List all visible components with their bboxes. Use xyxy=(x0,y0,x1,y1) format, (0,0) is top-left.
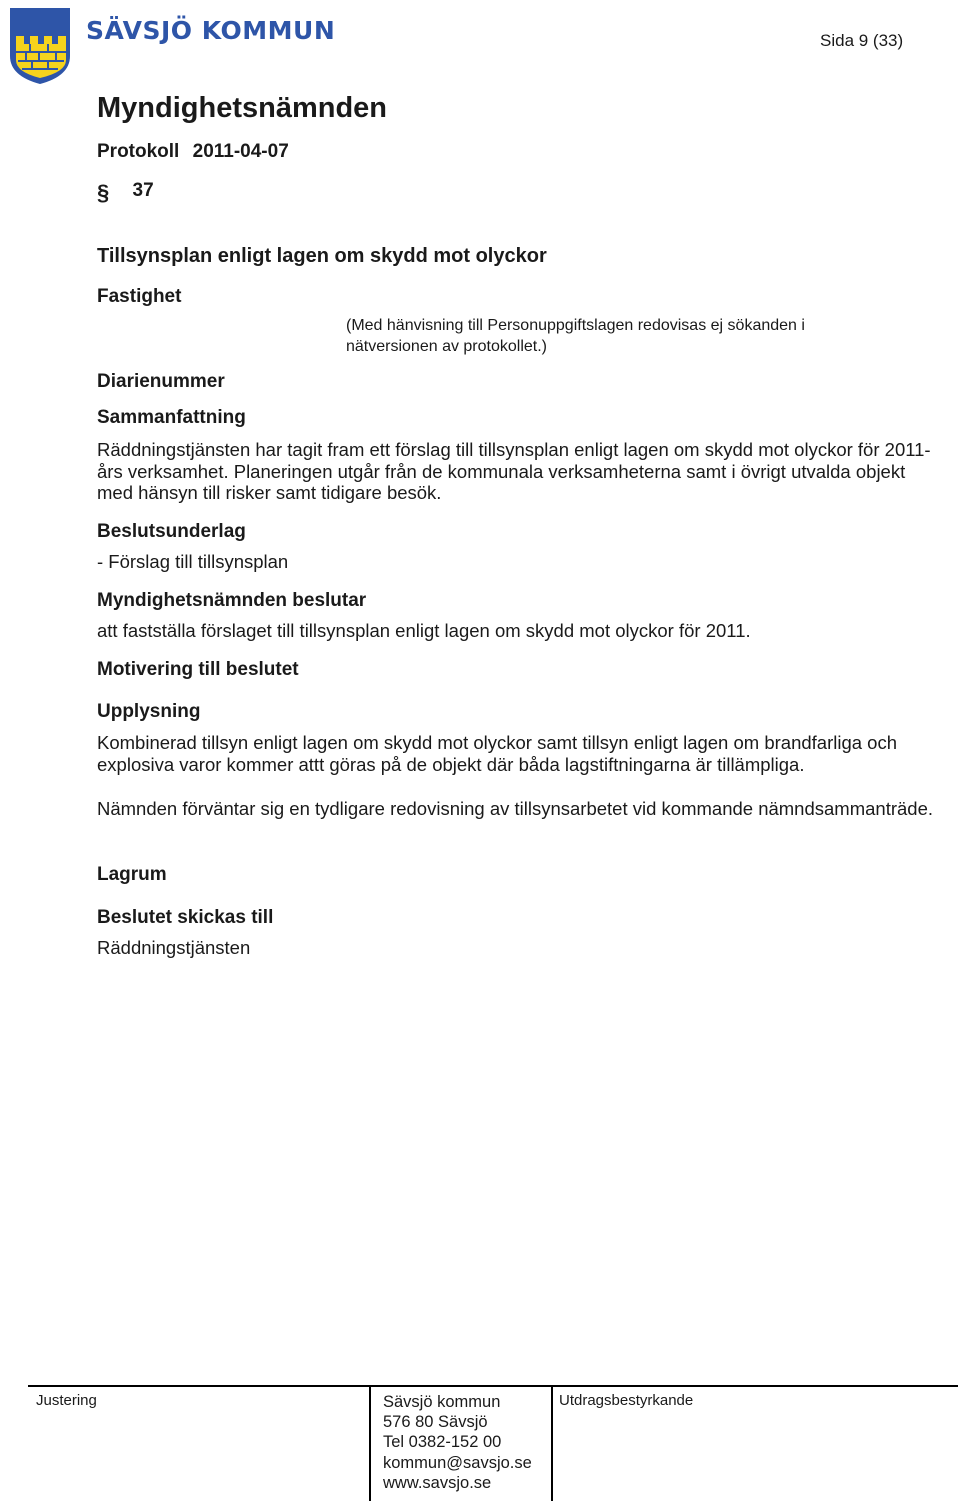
protokoll-date: 2011-04-07 xyxy=(192,141,289,162)
skickas-recipient: Räddningstjänsten xyxy=(97,937,251,958)
personuppgift-note: (Med hänvisning till Personuppgiftslagen redovisas ej sökanden i nätversionen av protokollet.) xyxy=(346,317,805,355)
protokoll-label: Protokoll xyxy=(97,141,180,162)
address-line: Tel 0382-152 00 xyxy=(383,1433,502,1452)
paragraph-sign: § xyxy=(97,180,110,205)
sammanfattning-heading: Sammanfattning xyxy=(97,407,246,428)
beslutsunderlag-heading: Beslutsunderlag xyxy=(97,521,246,542)
diarienummer-heading: Diarienummer xyxy=(97,371,225,392)
justering-label: Justering xyxy=(36,1392,97,1409)
footer-divider-left xyxy=(369,1385,371,1501)
page-number: Sida 9 (33) xyxy=(820,31,904,50)
footer-address xyxy=(383,1392,532,1493)
skickas-heading: Beslutet skickas till xyxy=(97,907,274,928)
page-title: Myndighetsnämnden xyxy=(97,92,388,124)
logo-wordmark: SÄVSJÖ KOMMUN xyxy=(86,16,336,45)
beslut-text: att fastställa förslaget till tillsynsplan enligt lagen om skydd mot olyckor för 2011. xyxy=(97,620,751,641)
upplysning-text-2: Nämnden förväntar sig en tydligare redovisning av tillsynsarbetet vid kommande nämndsammanträde. xyxy=(97,798,934,819)
footer-rule xyxy=(28,1385,958,1387)
savsjo-logo xyxy=(8,6,336,86)
subject-heading: Tillsynsplan enligt lagen om skydd mot olyckor xyxy=(97,245,547,267)
utdrag-label: Utdragsbestyrkande xyxy=(559,1392,694,1409)
motivering-heading: Motivering till beslutet xyxy=(97,659,299,680)
upplysning-text-1: Kombinerad tillsyn enligt lagen om skydd mot olyckor samt tillsyn enligt lagen om brandfarliga och explosiva varor kommer attt göras på de objekt där båda lagstiftningarna är tillämpliga. xyxy=(97,732,897,775)
municipal-crest-icon xyxy=(8,6,80,86)
sammanfattning-text: Räddningstjänsten har tagit fram ett förslag till tillsynsplan enligt lagen om skydd mot olyckor för 2011-års verksamhet. Planeringen utgår från de kommunala verksamheterna samt i övrigt utvalda objekt med hänsyn till risker samt tidigare besök. xyxy=(97,439,931,503)
address-line: kommun@savsjo.se xyxy=(383,1453,532,1472)
fastighet-heading: Fastighet xyxy=(97,286,182,307)
lagrum-heading: Lagrum xyxy=(97,864,167,885)
address-line: Sävsjö kommun xyxy=(383,1393,501,1411)
paragraph-number xyxy=(97,176,154,205)
protokoll-line xyxy=(97,141,289,163)
beslut-heading: Myndighetsnämnden beslutar xyxy=(97,590,367,611)
upplysning-heading: Upplysning xyxy=(97,701,201,722)
footer-divider-right xyxy=(551,1385,553,1501)
address-line: www.savsjo.se xyxy=(383,1473,492,1492)
paragraph-num: 37 xyxy=(132,180,154,201)
address-line: 576 80 Sävsjö xyxy=(383,1413,488,1432)
beslutsunderlag-item: - Förslag till tillsynsplan xyxy=(97,551,289,572)
